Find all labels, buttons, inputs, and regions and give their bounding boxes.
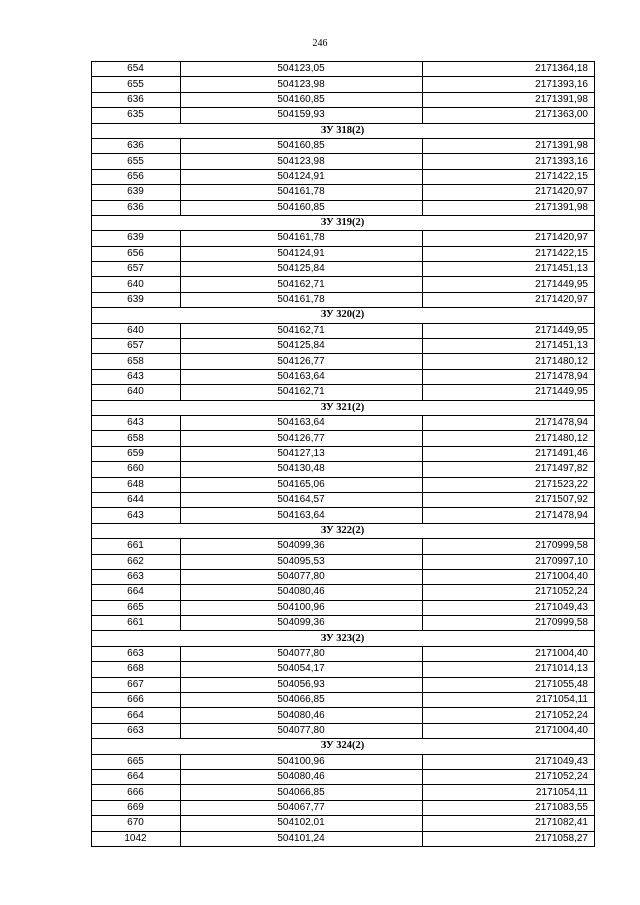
x-coordinate-cell: 504162,71 xyxy=(181,277,423,292)
x-coordinate-cell: 504125,84 xyxy=(181,339,423,354)
section-title: ЗУ 322(2) xyxy=(92,523,595,538)
x-coordinate-cell: 504099,36 xyxy=(181,616,423,631)
point-number-cell: 663 xyxy=(92,646,181,661)
table-row xyxy=(92,816,595,831)
x-coordinate-cell: 504160,85 xyxy=(181,92,423,107)
table-row xyxy=(92,677,595,692)
table-row xyxy=(92,785,595,800)
x-coordinate-cell: 504066,85 xyxy=(181,785,423,800)
y-coordinate-cell: 2171449,95 xyxy=(423,277,595,292)
table-row xyxy=(92,323,595,338)
x-coordinate-cell: 504123,98 xyxy=(181,77,423,92)
y-coordinate-cell: 2171004,40 xyxy=(423,723,595,738)
point-number-cell: 648 xyxy=(92,477,181,492)
x-coordinate-cell: 504163,64 xyxy=(181,415,423,430)
table-row xyxy=(92,723,595,738)
table-row xyxy=(92,600,595,615)
x-coordinate-cell: 504159,93 xyxy=(181,108,423,123)
x-coordinate-cell: 504077,80 xyxy=(181,569,423,584)
table-row xyxy=(92,246,595,261)
point-number-cell: 664 xyxy=(92,585,181,600)
table-row xyxy=(92,508,595,523)
point-number-cell: 669 xyxy=(92,800,181,815)
y-coordinate-cell: 2171420,97 xyxy=(423,231,595,246)
point-number-cell: 660 xyxy=(92,462,181,477)
x-coordinate-cell: 504161,78 xyxy=(181,231,423,246)
point-number-cell: 667 xyxy=(92,677,181,692)
table-row xyxy=(92,200,595,215)
table-row xyxy=(92,169,595,184)
y-coordinate-cell: 2171478,94 xyxy=(423,508,595,523)
point-number-cell: 661 xyxy=(92,539,181,554)
table-row xyxy=(92,385,595,400)
table-row xyxy=(92,185,595,200)
y-coordinate-cell: 2171507,92 xyxy=(423,492,595,507)
y-coordinate-cell: 2170999,58 xyxy=(423,616,595,631)
x-coordinate-cell: 504162,71 xyxy=(181,323,423,338)
x-coordinate-cell: 504066,85 xyxy=(181,693,423,708)
y-coordinate-cell: 2171497,82 xyxy=(423,462,595,477)
point-number-cell: 635 xyxy=(92,108,181,123)
point-number-cell: 666 xyxy=(92,785,181,800)
point-number-cell: 643 xyxy=(92,508,181,523)
table-row xyxy=(92,462,595,477)
section-header-row xyxy=(92,523,595,538)
table-row xyxy=(92,708,595,723)
point-number-cell: 636 xyxy=(92,138,181,153)
table-row xyxy=(92,431,595,446)
x-coordinate-cell: 504165,06 xyxy=(181,477,423,492)
coordinates-table-body xyxy=(92,62,595,847)
section-header-row xyxy=(92,739,595,754)
x-coordinate-cell: 504100,96 xyxy=(181,754,423,769)
x-coordinate-cell: 504080,46 xyxy=(181,585,423,600)
y-coordinate-cell: 2171393,16 xyxy=(423,77,595,92)
y-coordinate-cell: 2171054,11 xyxy=(423,693,595,708)
x-coordinate-cell: 504077,80 xyxy=(181,646,423,661)
table-row xyxy=(92,646,595,661)
point-number-cell: 664 xyxy=(92,708,181,723)
y-coordinate-cell: 2171052,24 xyxy=(423,585,595,600)
x-coordinate-cell: 504123,98 xyxy=(181,154,423,169)
table-row xyxy=(92,369,595,384)
table-row xyxy=(92,769,595,784)
point-number-cell: 666 xyxy=(92,693,181,708)
point-number-cell: 639 xyxy=(92,185,181,200)
point-number-cell: 643 xyxy=(92,415,181,430)
point-number-cell: 658 xyxy=(92,354,181,369)
y-coordinate-cell: 2171054,11 xyxy=(423,785,595,800)
point-number-cell: 636 xyxy=(92,92,181,107)
x-coordinate-cell: 504160,85 xyxy=(181,138,423,153)
table-row xyxy=(92,231,595,246)
table-row xyxy=(92,492,595,507)
y-coordinate-cell: 2171478,94 xyxy=(423,369,595,384)
x-coordinate-cell: 504163,64 xyxy=(181,508,423,523)
y-coordinate-cell: 2171082,41 xyxy=(423,816,595,831)
y-coordinate-cell: 2171014,13 xyxy=(423,662,595,677)
y-coordinate-cell: 2171422,15 xyxy=(423,169,595,184)
x-coordinate-cell: 504100,96 xyxy=(181,600,423,615)
x-coordinate-cell: 504080,46 xyxy=(181,708,423,723)
y-coordinate-cell: 2171391,98 xyxy=(423,92,595,107)
x-coordinate-cell: 504127,13 xyxy=(181,446,423,461)
table-row xyxy=(92,77,595,92)
point-number-cell: 663 xyxy=(92,569,181,584)
y-coordinate-cell: 2170999,58 xyxy=(423,539,595,554)
y-coordinate-cell: 2171364,18 xyxy=(423,62,595,77)
point-number-cell: 668 xyxy=(92,662,181,677)
section-title: ЗУ 323(2) xyxy=(92,631,595,646)
y-coordinate-cell: 2171451,13 xyxy=(423,262,595,277)
coordinates-table xyxy=(91,61,595,847)
point-number-cell: 640 xyxy=(92,277,181,292)
section-title: ЗУ 319(2) xyxy=(92,215,595,230)
point-number-cell: 662 xyxy=(92,554,181,569)
section-header-row xyxy=(92,631,595,646)
point-number-cell: 665 xyxy=(92,600,181,615)
y-coordinate-cell: 2171478,94 xyxy=(423,415,595,430)
table-row xyxy=(92,446,595,461)
point-number-cell: 644 xyxy=(92,492,181,507)
x-coordinate-cell: 504163,64 xyxy=(181,369,423,384)
table-row xyxy=(92,92,595,107)
point-number-cell: 656 xyxy=(92,246,181,261)
point-number-cell: 657 xyxy=(92,339,181,354)
y-coordinate-cell: 2171420,97 xyxy=(423,292,595,307)
x-coordinate-cell: 504130,48 xyxy=(181,462,423,477)
section-title: ЗУ 324(2) xyxy=(92,739,595,754)
point-number-cell: 639 xyxy=(92,231,181,246)
point-number-cell: 643 xyxy=(92,369,181,384)
x-coordinate-cell: 504162,71 xyxy=(181,385,423,400)
section-title: ЗУ 320(2) xyxy=(92,308,595,323)
x-coordinate-cell: 504054,17 xyxy=(181,662,423,677)
table-row xyxy=(92,569,595,584)
y-coordinate-cell: 2171491,46 xyxy=(423,446,595,461)
x-coordinate-cell: 504102,01 xyxy=(181,816,423,831)
table-row xyxy=(92,693,595,708)
point-number-cell: 659 xyxy=(92,446,181,461)
table-row xyxy=(92,539,595,554)
x-coordinate-cell: 504123,05 xyxy=(181,62,423,77)
y-coordinate-cell: 2171004,40 xyxy=(423,646,595,661)
point-number-cell: 663 xyxy=(92,723,181,738)
y-coordinate-cell: 2171480,12 xyxy=(423,354,595,369)
x-coordinate-cell: 504067,77 xyxy=(181,800,423,815)
y-coordinate-cell: 2171049,43 xyxy=(423,600,595,615)
y-coordinate-cell: 2171052,24 xyxy=(423,708,595,723)
x-coordinate-cell: 504124,91 xyxy=(181,169,423,184)
y-coordinate-cell: 2171393,16 xyxy=(423,154,595,169)
point-number-cell: 656 xyxy=(92,169,181,184)
table-row xyxy=(92,262,595,277)
point-number-cell: 657 xyxy=(92,262,181,277)
section-header-row xyxy=(92,123,595,138)
y-coordinate-cell: 2171391,98 xyxy=(423,200,595,215)
table-row xyxy=(92,154,595,169)
table-row xyxy=(92,277,595,292)
y-coordinate-cell: 2171391,98 xyxy=(423,138,595,153)
section-title: ЗУ 318(2) xyxy=(92,123,595,138)
x-coordinate-cell: 504160,85 xyxy=(181,200,423,215)
point-number-cell: 655 xyxy=(92,154,181,169)
table-row xyxy=(92,62,595,77)
x-coordinate-cell: 504161,78 xyxy=(181,185,423,200)
y-coordinate-cell: 2171449,95 xyxy=(423,323,595,338)
section-header-row xyxy=(92,215,595,230)
x-coordinate-cell: 504124,91 xyxy=(181,246,423,261)
x-coordinate-cell: 504125,84 xyxy=(181,262,423,277)
table-row xyxy=(92,585,595,600)
y-coordinate-cell: 2171363,00 xyxy=(423,108,595,123)
point-number-cell: 639 xyxy=(92,292,181,307)
table-row xyxy=(92,754,595,769)
table-row xyxy=(92,662,595,677)
x-coordinate-cell: 504126,77 xyxy=(181,431,423,446)
x-coordinate-cell: 504161,78 xyxy=(181,292,423,307)
table-row xyxy=(92,415,595,430)
y-coordinate-cell: 2171004,40 xyxy=(423,569,595,584)
y-coordinate-cell: 2171449,95 xyxy=(423,385,595,400)
x-coordinate-cell: 504095,53 xyxy=(181,554,423,569)
y-coordinate-cell: 2171422,15 xyxy=(423,246,595,261)
point-number-cell: 664 xyxy=(92,769,181,784)
page-number: 246 xyxy=(312,38,328,49)
y-coordinate-cell: 2171058,27 xyxy=(423,831,595,846)
x-coordinate-cell: 504077,80 xyxy=(181,723,423,738)
table-row xyxy=(92,138,595,153)
point-number-cell: 661 xyxy=(92,616,181,631)
x-coordinate-cell: 504126,77 xyxy=(181,354,423,369)
point-number-cell: 670 xyxy=(92,816,181,831)
table-row xyxy=(92,831,595,846)
table-row xyxy=(92,554,595,569)
table-row xyxy=(92,339,595,354)
table-row xyxy=(92,292,595,307)
point-number-cell: 658 xyxy=(92,431,181,446)
x-coordinate-cell: 504080,46 xyxy=(181,769,423,784)
y-coordinate-cell: 2171055,48 xyxy=(423,677,595,692)
y-coordinate-cell: 2171420,97 xyxy=(423,185,595,200)
point-number-cell: 640 xyxy=(92,385,181,400)
table-row xyxy=(92,354,595,369)
point-number-cell: 636 xyxy=(92,200,181,215)
table-row xyxy=(92,108,595,123)
table-row xyxy=(92,616,595,631)
y-coordinate-cell: 2170997,10 xyxy=(423,554,595,569)
y-coordinate-cell: 2171451,13 xyxy=(423,339,595,354)
y-coordinate-cell: 2171049,43 xyxy=(423,754,595,769)
point-number-cell: 1042 xyxy=(92,831,181,846)
point-number-cell: 655 xyxy=(92,77,181,92)
section-header-row xyxy=(92,400,595,415)
x-coordinate-cell: 504164,57 xyxy=(181,492,423,507)
point-number-cell: 654 xyxy=(92,62,181,77)
y-coordinate-cell: 2171523,22 xyxy=(423,477,595,492)
y-coordinate-cell: 2171052,24 xyxy=(423,769,595,784)
y-coordinate-cell: 2171480,12 xyxy=(423,431,595,446)
x-coordinate-cell: 504056,93 xyxy=(181,677,423,692)
x-coordinate-cell: 504101,24 xyxy=(181,831,423,846)
y-coordinate-cell: 2171083,55 xyxy=(423,800,595,815)
point-number-cell: 665 xyxy=(92,754,181,769)
table-row xyxy=(92,800,595,815)
section-header-row xyxy=(92,308,595,323)
section-title: ЗУ 321(2) xyxy=(92,400,595,415)
point-number-cell: 640 xyxy=(92,323,181,338)
x-coordinate-cell: 504099,36 xyxy=(181,539,423,554)
table-row xyxy=(92,477,595,492)
